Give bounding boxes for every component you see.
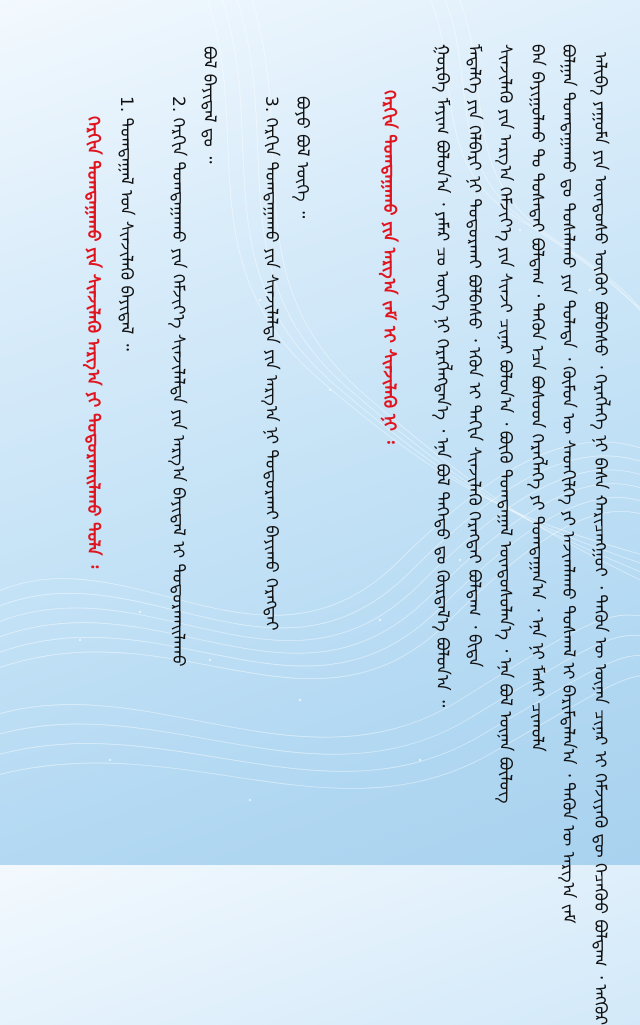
red-heading-2: ᠬᠡᠷᠬᠢᠨ ᠲᠣᠭᠲᠠᠭᠠᠬᠤ ᠶᠢᠨ ᠰᠢᠨᠵᠢᠯᠡᠬᠦ ᠠᠷᠭ᠎ᠠ ᠶᠢ ᠲᠣᠳᠣᠷᠬᠠᠢᠯᠠᠬᠤ ᠲᠣᠯᠠ ᠄ <box>83 116 103 569</box>
text-column-3: ᠪᠡᠨ ᠪᠠᠶᠢᠭᠤᠯᠬᠤ ᠲᠤ ᠲᠤᠰᠠᠲᠠᠢ ᠪᠣᠯᠳᠠᠭ ᠂ ᠲᠡᠭᠦᠨ ᠡᠴᠡ ᠪᠤᠰᠤᠳ ᠬᠡᠷᠡᠭᠯᠡᠭᠡ ᠶᠢ ᠲᠣᠭᠲᠠᠭᠠᠨ᠎ᠠ ᠂ ᠡᠨᠡ ᠨᠢ ᠮᠠᠰᠢ ᠴᠢᠬᠤᠯᠠ <box>527 44 547 752</box>
text-column-6: ᠭᠤᠷᠪᠠ ᠮᠠᠶᠢᠭ ᠪᠣᠯᠤᠨ᠎ᠠ ᠂ ᠶᠠᠮᠠᠷ ᠴᠤ ᠦᠭᠡ ᠨᠢ ᠬᠡᠷᠡᠭᠯᠡᠭᠳᠡᠨ᠎ᠡ ᠂ ᠡᠨᠡ ᠪᠣᠯ ᠳᠡᠭᠡᠳᠦ ᠳᠤ ᠬᠦᠷᠲᠡᠯ᠎ᠡ ᠪᠣᠯᠤᠨ᠎ᠠ ᠃ <box>432 44 452 708</box>
list-item-2: 2. ᠬᠡᠷᠬᠢᠨ ᠲᠣᠭᠲᠠᠭᠠᠬᠤ ᠶᠢᠨ ᠬᠡᠮᠵᠢᠶ᠎ᠡ ᠰᠢᠨᠵᠢᠯᠡᠯᠲᠡ ᠶᠢᠨ ᠠᠷᠭ᠎ᠠ ᠪᠠᠶᠢᠳᠠᠯ ᠢ ᠲᠣᠳᠣᠷᠬᠠᠢᠯᠠᠬᠤ <box>168 96 188 667</box>
text-column-2: ᠪᠣᠯᠭᠠᠨ ᠲᠣᠭᠲᠠᠭᠠᠬᠤ ᠳᠤ ᠲᠤᠰᠠᠯᠠᠬᠤ ᠶᠢᠨ ᠲᠤᠯᠠᠳᠠ ᠂ ᠬᠦᠮᠦᠨ ᠦ ᠰᠡᠳᠬᠢᠯᠭᠡ ᠶᠢ ᠠᠵᠢᠭᠯᠠᠬᠤ ᠲᠣᠰᠬᠠᠯ ᠢ ᠪᠠᠷᠢᠮᠲᠠᠯᠠᠨ᠎ᠠ ᠂ ᠲᠡᠭᠦᠨ ᠦ ᠠᠷᠭ᠎ᠠ ᠵᠠᠮ <box>558 44 578 924</box>
text-column-5: ᠮᠡᠳᠡᠯᠭᠡ ᠶᠢᠨ ᠬᠡᠯᠪᠡᠷᠢ ᠨᠢ ᠲᠣᠳᠣᠷᠬᠠᠢ ᠪᠣᠯᠪᠠᠰᠤ ᠂ ᠡᠭᠦᠨ ᠢ ᠳᠠᠬᠢᠨ ᠰᠢᠨᠵᠢᠯᠡᠬᠦ ᠬᠡᠷᠡᠭᠲᠡᠢ ᠪᠣᠯᠳᠠᠭ ᠂ ᠪᠢᠳᠡ <box>464 44 484 668</box>
list-item-3: 3. ᠬᠡᠷᠬᠢᠨ ᠲᠣᠭᠲᠠᠭᠠᠬᠤ ᠶᠢᠨ ᠰᠢᠨᠵᠢᠯᠡᠯᠲᠡ ᠶᠢᠨ ᠠᠷᠭ᠎ᠠ ᠨᠢ ᠲᠣᠳᠣᠷᠬᠠᠢ ᠪᠠᠶᠢᠬᠤ ᠬᠡᠷᠡᠭᠲᠡᠢ <box>261 96 281 631</box>
text-column-10: ᠪᠤᠯ ᠪᠠᠶᠢᠳᠠᠯ ᠳᠤ ᠃ <box>199 46 219 164</box>
text-column-1: ᠠᠯᠢᠪᠠ ᠶᠠᠭᠤᠮᠠ ᠶᠢᠨ ᠦᠨᠳᠦᠰᠦ ᠦᠭᠦᠢ ᠪᠣᠯᠪᠠᠰᠤ ᠂ ᠬᠡᠷᠡᠭᠯᠡᠭᠡ ᠨᠢ ᠪᠠᠰᠠ ᠬᠠᠷᠢᠴᠠᠩᠭᠤᠢ ᠂ ᠲᠡᠭᠦᠨ ᠦ ᠦᠨᠡᠨ ᠴᠢᠨᠠᠷ ᠢ ᠬᠡᠮᠵᠢᠶᠡᠬᠦ ᠳᠦ ᠬᠡᠴᠡᠭᠦᠦ ᠪᠣᠯᠳᠠᠭ ᠂ ᠡᠩᠭᠦᠷ <box>590 52 610 1025</box>
text-column-4: ᠰᠢᠨᠵᠢᠯᠡᠬᠦ ᠶᠢᠨ ᠠᠷᠭ᠎ᠠ ᠬᠡᠮᠵᠢᠶ᠎ᠡ ᠶᠢᠨ ᠰᠢᠨᠵᠢ ᠴᠢᠨᠠᠷ ᠪᠣᠯᠤᠨ᠎ᠠ ᠂ ᠪᠦᠬᠦ ᠲᠣᠭᠲᠠᠭᠠᠯ ᠦᠨᠳᠦᠰᠦᠯᠡᠨ᠎ᠡ ᠂ ᠡᠨᠡ ᠪᠣᠯ ᠦᠨᠡᠨ ᠪᠦᠯᠦᠭ <box>495 44 515 804</box>
text-column-8: ᠪᠤᠶᠤ ᠪᠣᠯ ᠦᠭᠡ ᠃ <box>292 96 312 219</box>
red-heading-1: ᠬᠡᠷᠬᠢᠨ ᠲᠣᠭᠲᠠᠭᠠᠬᠤ ᠶᠢᠨ ᠠᠷᠭ᠎ᠠ ᠵᠠᠮ ᠢ ᠰᠢᠨᠵᠢᠯᠡᠬᠦ ᠨᠢ ᠄ <box>379 90 399 444</box>
list-item-1: 1. ᠲᠣᠭᠲᠠᠭᠠᠯ ᠤᠨ ᠰᠢᠨᠵᠢᠯᠡᠬᠦ ᠪᠠᠶᠢᠳᠠᠯ ᠃ <box>116 96 136 351</box>
